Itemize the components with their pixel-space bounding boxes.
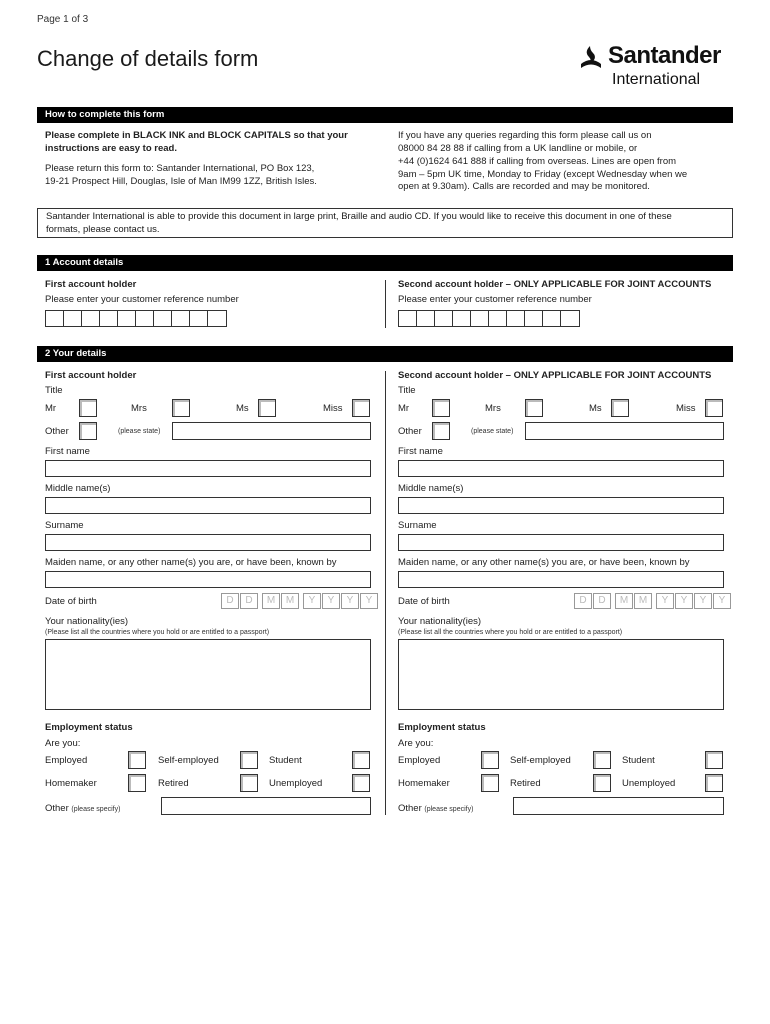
s2b-middle-input[interactable]: [398, 497, 724, 514]
s2b-mr-label: Mr: [398, 403, 410, 414]
s2b-maiden-label: Maiden name, or any other name(s) you are, or have been, known by: [398, 557, 690, 568]
s2a-nationality-hint: (Please list all the countries where you hold or are entitled to a passport): [45, 629, 270, 636]
dob-day-cell[interactable]: D: [593, 593, 611, 609]
s1-second-reference-input[interactable]: [398, 310, 580, 327]
dob-month-cell[interactable]: M: [615, 593, 633, 609]
s2b-ms-checkbox[interactable]: [611, 399, 629, 417]
dob-year-cell[interactable]: Y: [713, 593, 731, 609]
how-to-complete-bar: How to complete this form: [37, 107, 733, 123]
s2b-employment-heading: Employment status: [398, 722, 486, 733]
s2b-nationality-hint: (Please list all the countries where you hold or are entitled to a passport): [398, 629, 623, 636]
s2b-employed-label: Employed: [398, 755, 441, 766]
section-1-bar: 1 Account details: [37, 255, 733, 271]
dob-month-cell[interactable]: M: [634, 593, 652, 609]
s2a-title-label: Title: [45, 385, 63, 396]
notice-line-1: Santander International is able to provide this document in large print, Braille and audio CD. If you would like to receive this document in one of these: [46, 211, 672, 222]
flame-icon: [578, 44, 604, 70]
s2a-other-label: Other: [45, 426, 69, 437]
s2b-first-name-label: First name: [398, 446, 443, 457]
s2b-surname-label: Surname: [398, 520, 437, 531]
s2b-nationality-input[interactable]: [398, 639, 724, 710]
s2a-mr-checkbox[interactable]: [79, 399, 97, 417]
dob-day-cell[interactable]: D: [574, 593, 592, 609]
s2a-dob-input[interactable]: [220, 593, 378, 609]
s2b-retired-label: Retired: [510, 778, 541, 789]
s2b-mr-checkbox[interactable]: [432, 399, 450, 417]
s2a-mr-label: Mr: [45, 403, 57, 414]
s2b-other-word: Other: [398, 803, 422, 814]
s2b-self-employed-label: Self-employed: [510, 755, 571, 766]
s2b-first-name-input[interactable]: [398, 460, 724, 477]
s2b-other-employment-input[interactable]: [513, 797, 724, 815]
s2b-maiden-input[interactable]: [398, 571, 724, 588]
s2b-self-employed-checkbox[interactable]: [593, 751, 611, 769]
s2a-miss-label: Miss: [323, 403, 343, 414]
s2a-other-word: Other: [45, 803, 69, 814]
s2b-homemaker-label: Homemaker: [398, 778, 450, 789]
s2a-self-employed-label: Self-employed: [158, 755, 219, 766]
s2a-retired-label: Retired: [158, 778, 189, 789]
s2a-please-state: (please state): [118, 428, 161, 435]
s1-first-reference-input[interactable]: [45, 310, 227, 327]
s1-first-holder: First account holder: [45, 279, 137, 290]
s2a-are-you: Are you:: [45, 738, 81, 749]
s2a-ms-label: Ms: [236, 403, 249, 414]
dob-month-cell[interactable]: M: [262, 593, 280, 609]
logo-subtitle: International: [612, 71, 701, 88]
s2a-please-specify: (please specify): [71, 806, 121, 813]
s2a-first-name-input[interactable]: [45, 460, 371, 477]
s2a-retired-checkbox[interactable]: [240, 774, 258, 792]
s1-second-holder: Second account holder – ONLY APPLICABLE FOR JOINT ACCOUNTS: [398, 279, 712, 290]
dob-day-cell[interactable]: D: [221, 593, 239, 609]
s2a-middle-input[interactable]: [45, 497, 371, 514]
return-address-1: Please return this form to: Santander International, PO Box 123,: [45, 163, 315, 174]
queries-1: If you have any queries regarding this form please call us on: [398, 130, 652, 141]
s2a-mrs-label: Mrs: [131, 403, 147, 414]
s2b-other-label: Other: [398, 426, 422, 437]
s2a-employed-label: Employed: [45, 755, 88, 766]
s2b-dob-input[interactable]: [573, 593, 731, 609]
s2-divider: [385, 371, 386, 815]
accessibility-notice: [37, 208, 733, 238]
s2a-employed-checkbox[interactable]: [128, 751, 146, 769]
s2b-mrs-label: Mrs: [485, 403, 501, 414]
s2a-nationality-input[interactable]: [45, 639, 371, 710]
s2b-retired-checkbox[interactable]: [593, 774, 611, 792]
logo-wordmark: Santander: [608, 42, 721, 69]
dob-year-cell[interactable]: Y: [341, 593, 359, 609]
dob-year-cell[interactable]: Y: [303, 593, 321, 609]
dob-month-cell[interactable]: M: [281, 593, 299, 609]
s2a-homemaker-checkbox[interactable]: [128, 774, 146, 792]
s2-first-holder: First account holder: [45, 370, 137, 381]
dob-year-cell[interactable]: Y: [694, 593, 712, 609]
return-address-2: 19-21 Prospect Hill, Douglas, Isle of Man IM99 1ZZ, British Isles.: [45, 176, 317, 187]
s2a-student-checkbox[interactable]: [352, 751, 370, 769]
s2a-unemployed-checkbox[interactable]: [352, 774, 370, 792]
s2a-other-checkbox[interactable]: [79, 422, 97, 440]
s2b-student-checkbox[interactable]: [705, 751, 723, 769]
s2b-are-you: Are you:: [398, 738, 434, 749]
page-number: Page 1 of 3: [37, 14, 89, 25]
s2a-self-employed-checkbox[interactable]: [240, 751, 258, 769]
santander-logo: [578, 42, 738, 92]
queries-4: 9am – 5pm UK time, Monday to Friday (except Wednesday when we: [398, 169, 688, 180]
s2a-maiden-label: Maiden name, or any other name(s) you are, or have been, known by: [45, 557, 337, 568]
s2b-unemployed-label: Unemployed: [622, 778, 676, 789]
s2b-please-specify: (please specify): [424, 806, 474, 813]
s1-second-prompt: Please enter your customer reference number: [398, 294, 592, 305]
s1-first-prompt: Please enter your customer reference number: [45, 294, 239, 305]
s2a-employment-heading: Employment status: [45, 722, 133, 733]
s1-divider: [385, 280, 386, 328]
s2a-unemployed-label: Unemployed: [269, 778, 323, 789]
s2a-miss-checkbox[interactable]: [352, 399, 370, 417]
s2b-nationality-label: Your nationality(ies): [398, 616, 482, 627]
s2a-surname-label: Surname: [45, 520, 84, 531]
s2a-surname-input[interactable]: [45, 534, 371, 551]
s2b-employed-checkbox[interactable]: [481, 751, 499, 769]
s2a-maiden-input[interactable]: [45, 571, 371, 588]
s2b-miss-checkbox[interactable]: [705, 399, 723, 417]
s2a-ms-checkbox[interactable]: [258, 399, 276, 417]
s2a-other-title-input[interactable]: [172, 422, 371, 440]
dob-year-cell[interactable]: Y: [656, 593, 674, 609]
notice-line-2: formats, please contact us.: [46, 224, 160, 235]
s2a-middle-label: Middle name(s): [45, 483, 111, 494]
s2a-other-employment-label: [45, 803, 120, 817]
dob-year-cell[interactable]: Y: [675, 593, 693, 609]
s2b-other-title-input[interactable]: [525, 422, 724, 440]
dob-day-cell[interactable]: D: [240, 593, 258, 609]
s2b-other-employment-label: [398, 803, 473, 817]
s2b-student-label: Student: [622, 755, 655, 766]
page-title: Change of details form: [37, 46, 259, 71]
queries-3: +44 (0)1624 641 888 if calling from overseas. Lines are open from: [398, 156, 677, 167]
dob-year-cell[interactable]: Y: [360, 593, 378, 609]
dob-year-cell[interactable]: Y: [322, 593, 340, 609]
s2a-homemaker-label: Homemaker: [45, 778, 97, 789]
s2b-homemaker-checkbox[interactable]: [481, 774, 499, 792]
queries-5: open at 9.30am). Calls are recorded and may be monitored.: [398, 181, 650, 192]
s2b-surname-input[interactable]: [398, 534, 724, 551]
s2a-dob-label: Date of birth: [45, 596, 97, 607]
s2b-miss-label: Miss: [676, 403, 696, 414]
queries-2: 08000 84 28 88 if calling from a UK landline or mobile, or: [398, 143, 638, 154]
s2b-middle-label: Middle name(s): [398, 483, 464, 494]
s2b-unemployed-checkbox[interactable]: [705, 774, 723, 792]
s2a-student-label: Student: [269, 755, 302, 766]
s2a-mrs-checkbox[interactable]: [172, 399, 190, 417]
s2b-other-checkbox[interactable]: [432, 422, 450, 440]
s2b-please-state: (please state): [471, 428, 514, 435]
s2b-mrs-checkbox[interactable]: [525, 399, 543, 417]
s2b-ms-label: Ms: [589, 403, 602, 414]
s2-second-holder: Second account holder – ONLY APPLICABLE FOR JOINT ACCOUNTS: [398, 370, 712, 381]
s2b-dob-label: Date of birth: [398, 596, 450, 607]
s2a-first-name-label: First name: [45, 446, 90, 457]
instructions-bold: Please complete in BLACK INK and BLOCK CAPITALS so that your instructions are easy to read.: [45, 130, 348, 154]
section-2-bar: 2 Your details: [37, 346, 733, 362]
s2a-other-employment-input[interactable]: [161, 797, 371, 815]
s2a-nationality-label: Your nationality(ies): [45, 616, 129, 627]
s2b-title-label: Title: [398, 385, 416, 396]
